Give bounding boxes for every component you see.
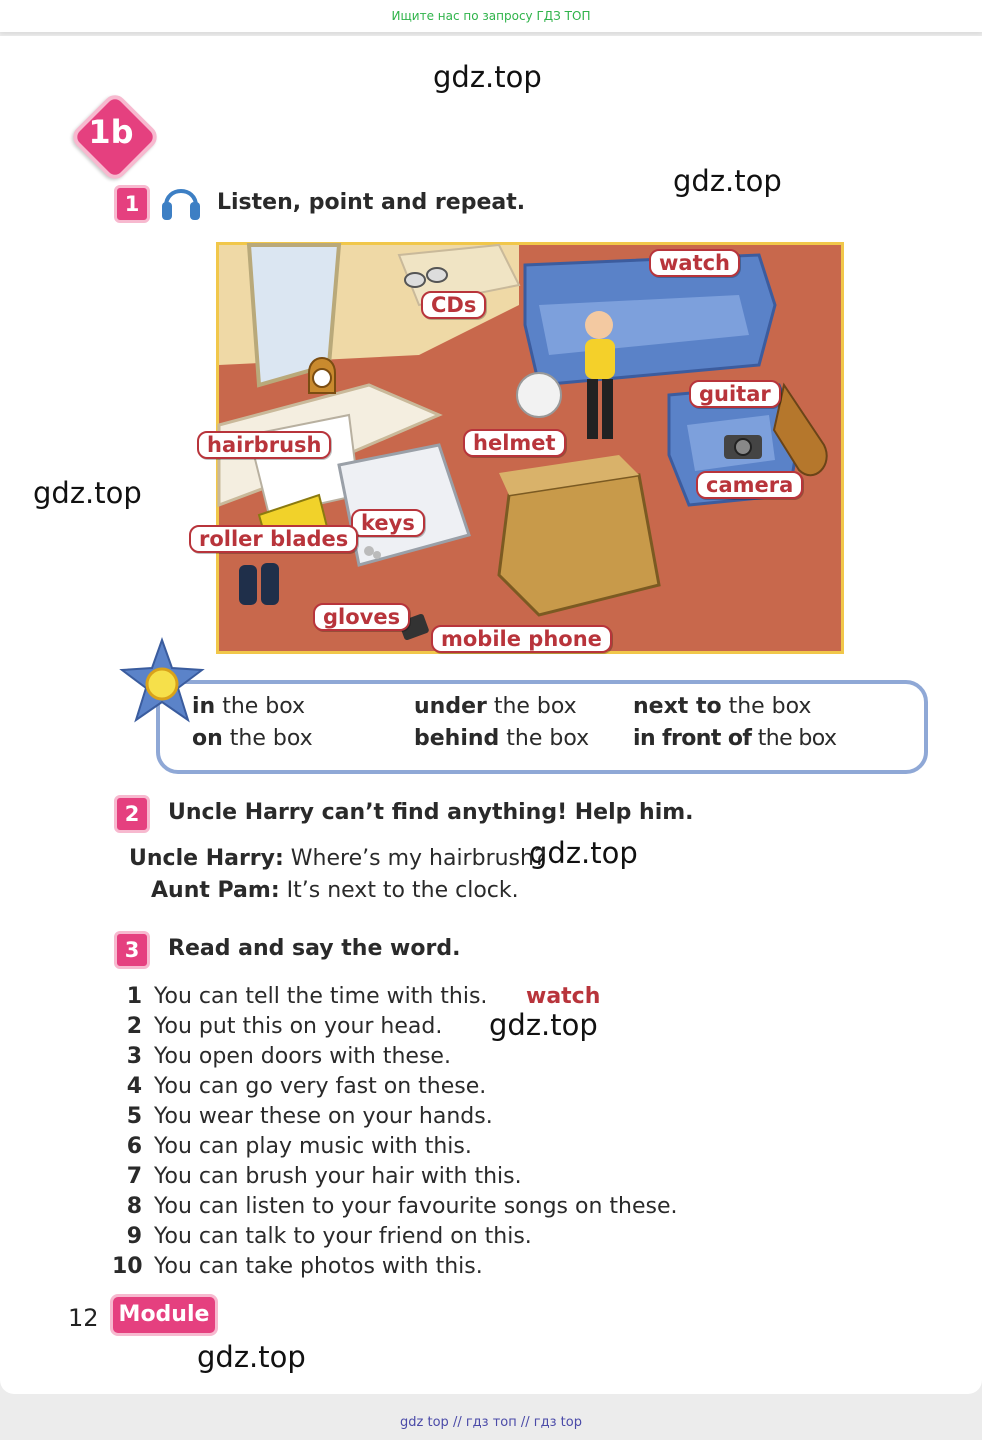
watermark: gdz.top — [33, 476, 142, 510]
page-number: 12 — [68, 1304, 99, 1332]
exercise-2-title: Uncle Harry can’t find anything! Help him. — [168, 800, 694, 825]
preposition-next-to: next to the box — [633, 694, 812, 719]
label-camera: camera — [696, 471, 803, 499]
label-guitar: guitar — [689, 380, 781, 408]
list-item: 3 You open doors with these. — [126, 1044, 451, 1069]
watermark: gdz.top — [433, 60, 542, 94]
watermark: gdz.top — [197, 1340, 306, 1374]
list-item: 1 You can tell the time with this. — [126, 984, 488, 1009]
list-item: 8 You can listen to your favourite songs on these. — [126, 1194, 678, 1219]
label-watch: watch — [649, 249, 740, 277]
exercise-2-number: 2 — [114, 795, 150, 833]
footer-separator: // — [520, 1415, 530, 1430]
lesson-badge — [70, 92, 152, 174]
footer-links — [0, 1408, 982, 1440]
list-item: 7 You can brush your hair with this. — [126, 1164, 522, 1189]
exercise-3-number: 3 — [114, 931, 150, 969]
label-mobile-phone: mobile phone — [431, 625, 612, 653]
list-item: 6 You can play music with this. — [126, 1134, 472, 1159]
exercise-1-number: 1 — [114, 185, 150, 223]
footer-link[interactable]: гдз top — [533, 1415, 582, 1430]
top-banner[interactable]: Ищите нас по запросу ГДЗ ТОП — [0, 0, 982, 32]
dialogue-line: Aunt Pam: It’s next to the clock. — [151, 878, 519, 903]
watermark: gdz.top — [673, 164, 782, 198]
label-gloves: gloves — [313, 603, 410, 631]
module-tab: Module 1 — [110, 1294, 218, 1336]
list-item: 10 You can take photos with this. — [112, 1254, 483, 1279]
headphones-icon — [160, 176, 202, 226]
spotlight-star-icon — [122, 640, 202, 726]
list-item: 2 You put this on your head. — [126, 1014, 443, 1039]
preposition-in-front-of: in front of the box — [633, 726, 837, 751]
dialogue-line: Uncle Harry: Where’s my hairbrush? — [129, 846, 546, 871]
lesson-label: 1b — [88, 113, 134, 151]
list-item: 5 You wear these on your hands. — [126, 1104, 493, 1129]
preposition-under: under the box — [414, 694, 577, 719]
list-item: 4 You can go very fast on these. — [126, 1074, 487, 1099]
label-keys: keys — [351, 509, 425, 537]
exercise-3-title: Read and say the word. — [168, 936, 461, 961]
footer-link[interactable]: gdz top — [400, 1415, 449, 1430]
label-cds: CDs — [421, 291, 486, 319]
label-hairbrush: hairbrush — [197, 431, 331, 459]
footer-link[interactable]: гдз топ — [465, 1415, 517, 1430]
list-item: 9 You can talk to your friend on this. — [126, 1224, 532, 1249]
living-room-illustration — [199, 242, 844, 654]
label-roller-blades: roller blades — [189, 525, 358, 553]
label-helmet: helmet — [463, 429, 566, 457]
example-answer: watch — [526, 984, 601, 1009]
footer-separator: // — [452, 1415, 462, 1430]
preposition-on: on the box — [192, 726, 313, 751]
preposition-behind: behind the box — [414, 726, 590, 751]
exercise-1-title: Listen, point and repeat. — [217, 190, 526, 215]
preposition-in: in the box — [192, 694, 306, 719]
watermark: gdz.top — [529, 836, 638, 870]
watermark: gdz.top — [489, 1008, 598, 1042]
